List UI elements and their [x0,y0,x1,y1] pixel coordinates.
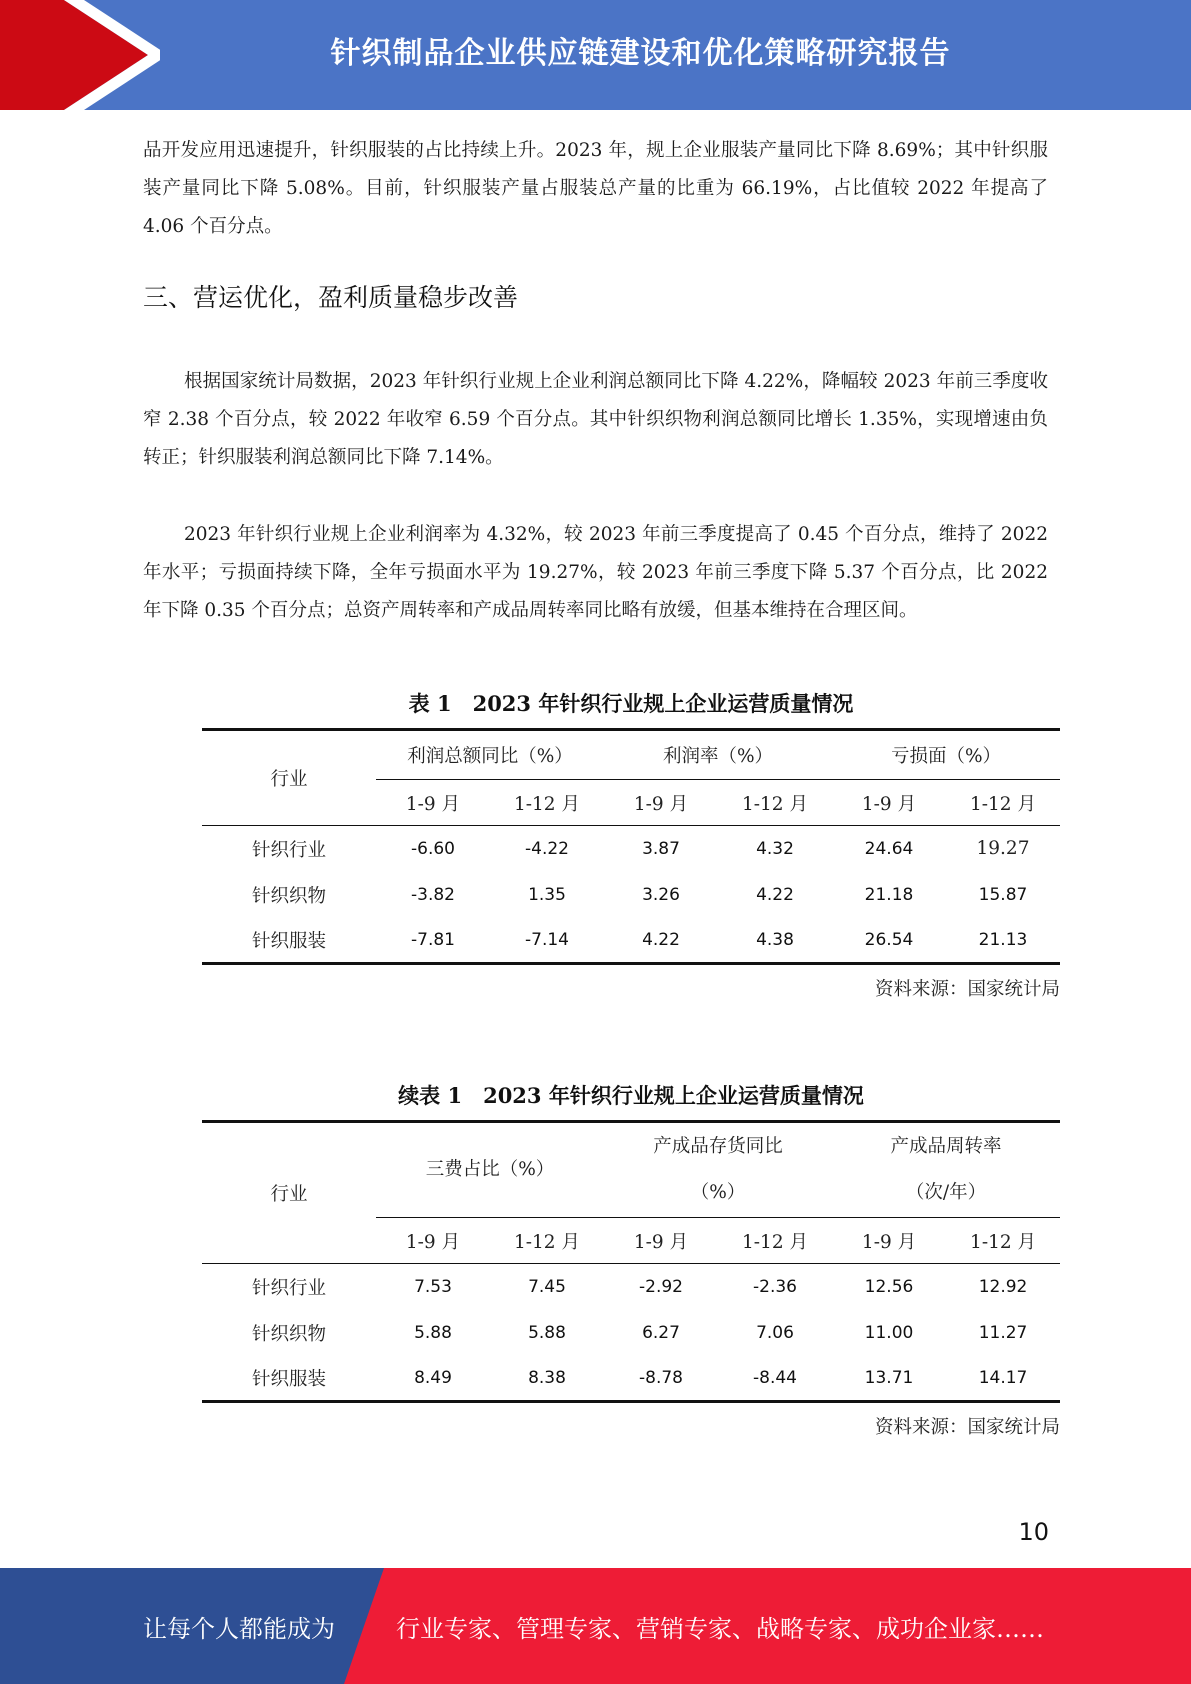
table-cell: -2.92 [639,1276,683,1297]
rate-paragraph: 2023 年针织行业规上企业利润率为 4.32%，较 2023 年前三季度提高了 0.45 个百分点，维持了 2022 年水平；亏损面持续下降，全年亏损面水平为 19.27%，较 2023 年前三季度下降 5.37 个百分点，比 2022 年下降 0.35 个百分点；总资产周转率和产成品周转率同比略有放缓，但基本维持在合理区间。 [143,524,1048,621]
table-row [202,1264,1060,1310]
table-cell: 8.38 [528,1367,566,1388]
row-label: 针织织物 [251,885,326,907]
table-1-caption: 表 1 2023 年针织行业规上企业运营质量情况 [408,691,854,716]
table-cell: -6.60 [411,838,455,859]
table-cell: 4.22 [642,929,680,950]
table-cell: 3.26 [642,884,680,905]
table-cell: 26.54 [864,929,914,950]
intro-paragraph: 品开发应用迅速提升，针织服装的占比持续上升。2023 年，规上企业服装产量同比下降 8.69%；其中针织服装产量同比下降 5.08%。目前，针织服装产量占服装总产量的比重为 66.19%，占比值较 2022 年提高了 4.06 个百分点。 [143,140,1048,237]
table-1-grid [202,728,1060,965]
footer-slogan-right: 行业专家、管理专家、营销专家、战略专家、成功企业家…… [396,1614,1044,1643]
row-header: 行业 [202,1122,376,1264]
column-subheader: 1-12 月 [946,1218,1060,1264]
intro-section [143,132,1048,246]
profit-paragraph: 根据国家统计局数据，2023 年针织行业规上企业利润总额同比下降 4.22%，降幅较 2023 年前三季度收窄 2.38 个百分点，较 2022 年收窄 6.59 个百分点。其中针织织物利润总额同比增长 1.35%，实现增速由负转正；针织服装利润总额同比下降 7.14%。 [143,371,1048,468]
column-group-header [376,1122,604,1218]
group-header-line: 三费占比（%） [425,1159,555,1180]
table-cell: 15.87 [978,884,1028,905]
table-row [202,918,1060,964]
column-subheader: 1-9 月 [604,780,718,826]
table-cell: 7.45 [528,1276,566,1297]
table-1-continued-source: 资料来源：国家统计局 [874,1417,1060,1438]
group-header-line: （次/年） [905,1182,987,1203]
table-1 [202,688,1060,1001]
table-row [202,1356,1060,1402]
table-cell: 11.00 [864,1322,914,1343]
group-header-line: 产成品存货同比 [653,1136,783,1157]
table-row [202,872,1060,918]
table-cell: 8.49 [414,1367,452,1388]
table-cell: 12.56 [864,1276,914,1297]
column-subheader: 1-12 月 [718,780,832,826]
column-group-header: 亏损面（%） [832,730,1060,780]
column-subheader: 1-9 月 [832,1218,946,1264]
column-group-header: 利润总额同比（%） [376,730,604,780]
table-cell: 1.35 [528,884,566,905]
table-cell: 5.88 [528,1322,566,1343]
row-label: 针织服装 [251,1368,326,1390]
table-cell: 6.27 [642,1322,680,1343]
column-subheader: 1-12 月 [490,780,604,826]
table-cell: 4.38 [756,929,794,950]
table-cell: -4.22 [525,838,569,859]
table-1-source: 资料来源：国家统计局 [874,979,1060,1000]
table-cell: 11.27 [978,1322,1028,1343]
row-header: 行业 [202,730,376,826]
footer-banner [0,1568,1191,1684]
footer-slogan-left: 让每个人都能成为 [143,1614,335,1643]
page-number: 10 [1018,1518,1049,1546]
table-cell: 24.64 [864,838,914,859]
column-subheader: 1-9 月 [376,780,490,826]
row-label: 针织行业 [251,1277,326,1299]
table-1-continued-caption: 续表 1 2023 年针织行业规上企业运营质量情况 [398,1083,864,1108]
group-header-line: 产成品周转率 [890,1136,1002,1157]
row-label: 针织服装 [251,930,326,952]
report-title: 针织制品企业供应链建设和优化策略研究报告 [330,36,951,71]
group-header-line: （%） [690,1182,746,1203]
table-cell: 12.92 [978,1276,1028,1297]
table-cell: -8.44 [753,1367,797,1388]
header-banner [0,0,1191,110]
row-label: 针织织物 [251,1323,326,1345]
table-cell: 19.27 [976,838,1030,860]
column-subheader: 1-12 月 [490,1218,604,1264]
table-1-continued-grid [202,1120,1060,1403]
table-cell: 21.18 [864,884,914,905]
table-cell: 7.53 [414,1276,452,1297]
table-row [202,1310,1060,1356]
profit-section [143,363,1048,477]
table-cell: -7.14 [525,929,569,950]
table-cell: 5.88 [414,1322,452,1343]
table-1-continued [202,1080,1060,1439]
table-cell: 4.22 [756,884,794,905]
section-title: 三、营运优化，盈利质量稳步改善 [143,283,519,312]
row-label: 针织行业 [251,839,326,861]
arrow-chevron-icon [0,0,160,110]
column-subheader: 1-9 月 [604,1218,718,1264]
column-subheader: 1-12 月 [946,780,1060,826]
column-group-header [832,1122,1060,1218]
table-cell: -7.81 [411,929,455,950]
table-cell: 21.13 [978,929,1028,950]
rate-section [143,516,1048,630]
column-group-header [604,1122,832,1218]
table-cell: 3.87 [642,838,680,859]
table-cell: -8.78 [639,1367,683,1388]
table-cell: -3.82 [411,884,455,905]
table-row [202,826,1060,872]
column-subheader: 1-9 月 [376,1218,490,1264]
column-subheader: 1-9 月 [832,780,946,826]
table-cell: -2.36 [753,1276,797,1297]
table-cell: 13.71 [864,1367,914,1388]
table-cell: 14.17 [978,1367,1028,1388]
column-group-header: 利润率（%） [604,730,832,780]
table-cell: 4.32 [756,838,794,859]
column-subheader: 1-12 月 [718,1218,832,1264]
table-cell: 7.06 [756,1322,794,1343]
